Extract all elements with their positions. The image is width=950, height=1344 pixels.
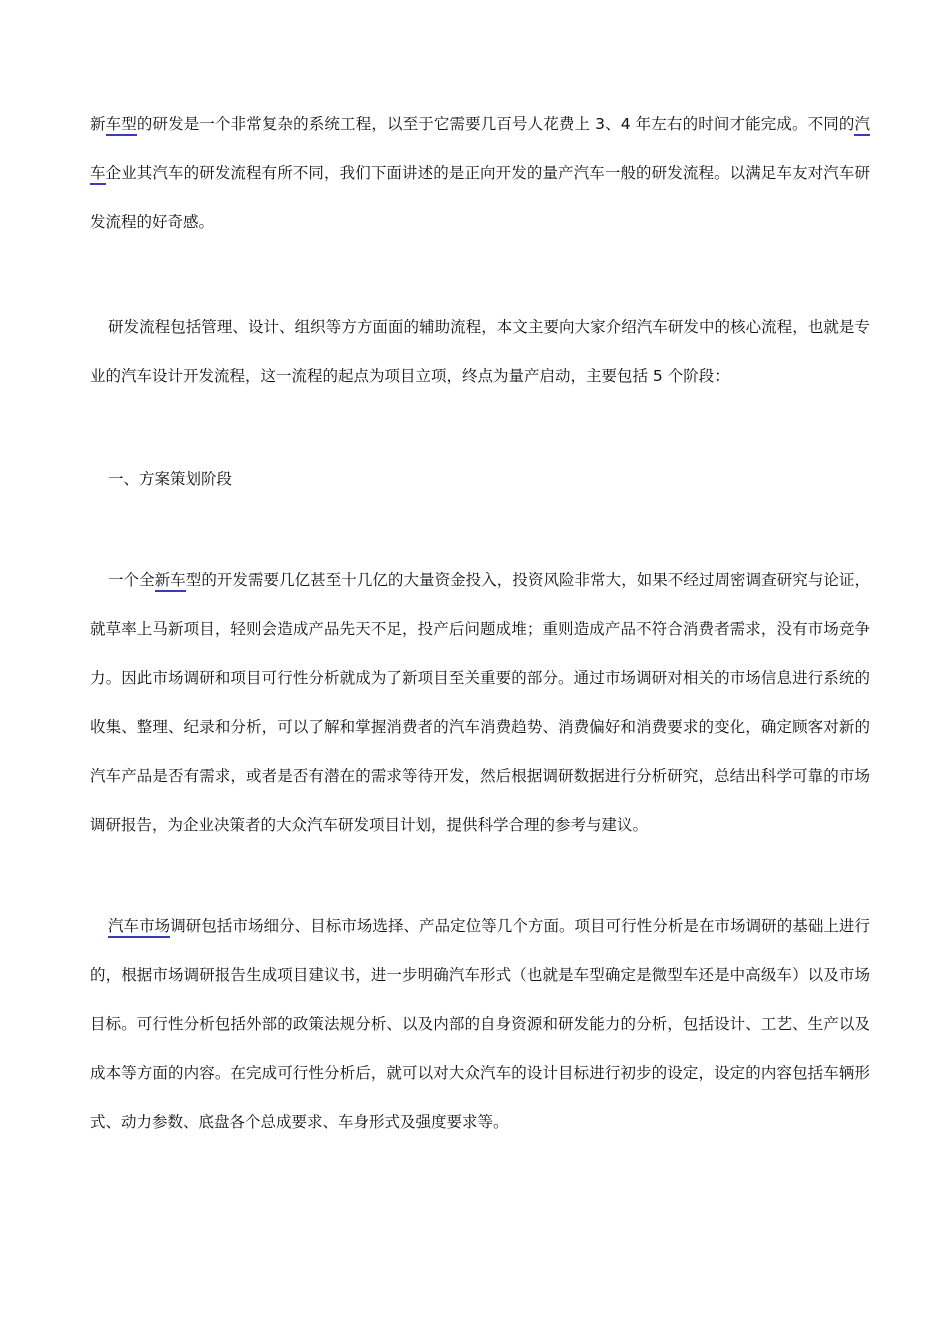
paragraph-text: 型的开发需要几亿甚至十几亿的大量资金投入，投资风险非常大，如果不经过周密调查研究与论证，就草率上马新项目，轻则会造成产品先天不足，投产后问题成堆；重则造成产品不符合消费者需求，没有市场竞争力。因此市场调研和项目可行性分析就成为了新项目至关重要的部分。通过市场调研对相关的市场信息进行系统的收集、整理、纪录和分析，可以了解和掌握消费者的汽车消费趋势、消费偏好和消费要求的变化，确定顾客对新的汽车产品是否有需求，或者是否有潜在的需求等待开发，然后根据调研数据进行分析研究，总结出科学可靠的市场调研报告，为企业决策者的大众汽车研发项目计划，提供科学合理的参考与建议。 [90, 571, 870, 834]
paragraph-text: 企业其汽车的研发流程有所不同，我们下面讲述的是正向开发的量产汽车一般的研发流程。以满足车友对汽车研发流程的好奇感。 [90, 164, 870, 231]
paragraph-text: 一个全 [108, 571, 155, 589]
paragraph-text: 研发流程包括管理、设计、组织等方方面面的辅助流程，本文主要向大家介绍汽车研发中的核心流程，也就是专业的汽车设计开发流程，这一流程的起点为项目立项，终点为量产启动，主要包括 5 个阶段： [90, 318, 870, 385]
link-new-car[interactable]: 新车 [155, 571, 186, 592]
paragraph-spacer [90, 850, 870, 902]
document-body [90, 100, 870, 1147]
section-heading: 一、方案策划阶段 [108, 470, 233, 488]
link-auto-market[interactable]: 汽车市场 [108, 917, 170, 938]
paragraph-intro [90, 100, 870, 247]
paragraph-spacer [90, 504, 870, 556]
paragraph-spacer [90, 401, 870, 455]
paragraph-market-research [90, 556, 870, 850]
link-automobile[interactable]: 汽车 [90, 115, 870, 185]
paragraph-spacer [90, 247, 870, 303]
paragraph-process-overview [90, 303, 870, 401]
link-vehicle-model[interactable]: 车型 [106, 115, 137, 136]
paragraph-text: 新 [90, 115, 106, 133]
paragraph-text: 的研发是一个非常复杂的系统工程，以至于它需要几百号人花费上 3、4 年左右的时间才能完成。不同的 [136, 115, 855, 133]
paragraph-text: 调研包括市场细分、目标市场选择、产品定位等几个方面。项目可行性分析是在市场调研的基础上进行的，根据市场调研报告生成项目建议书，进一步明确汽车形式（也就是车型确定是微型车还是中高级车）以及市场目标。可行性分析包括外部的政策法规分析、以及内部的自身资源和研发能力的分析，包括设计、工艺、生产以及成本等方面的内容。在完成可行性分析后，就可以对大众汽车的设计目标进行初步的设定，设定的内容包括车辆形式、动力参数、底盘各个总成要求、车身形式及强度要求等。 [90, 917, 870, 1131]
paragraph-feasibility [90, 902, 870, 1147]
